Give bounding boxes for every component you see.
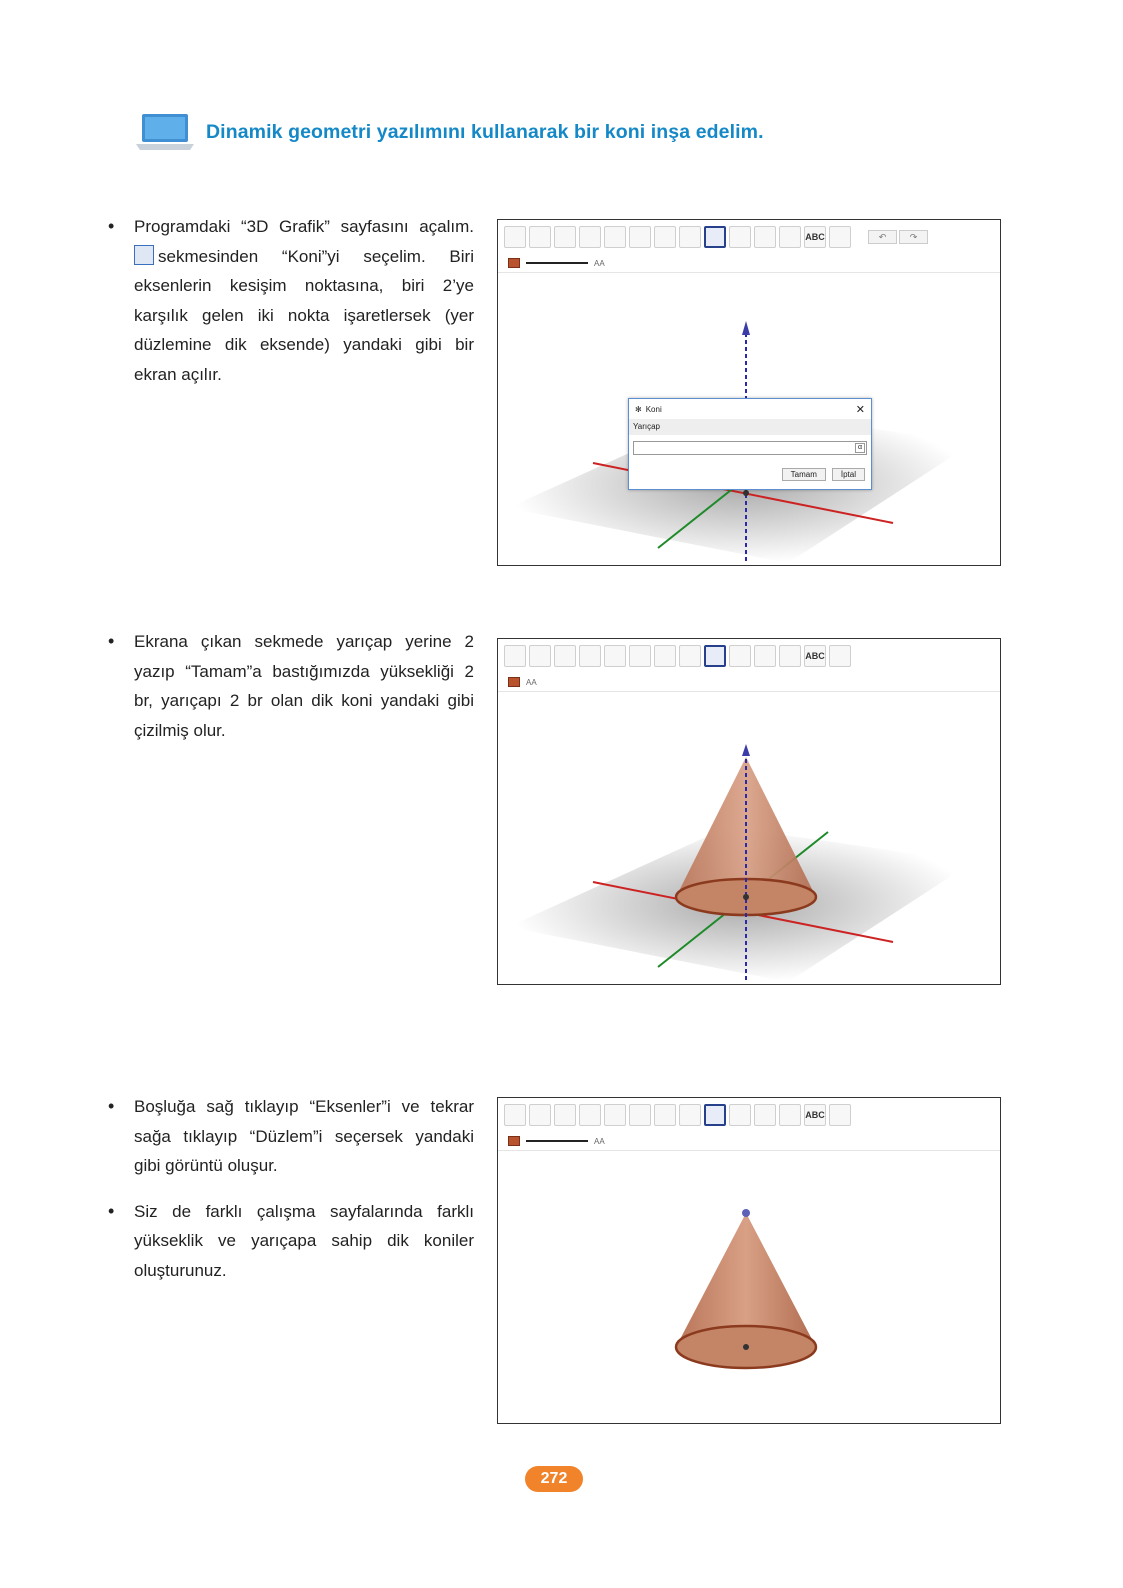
graphics-view[interactable] — [498, 1151, 1000, 1421]
instruction-4: • Siz de farklı çalışma sayfalarında farklı yükseklik ve yarıçapa sahip dik koniler oluşturunuz. — [108, 1197, 474, 1286]
perpendicular-tool-icon[interactable] — [579, 226, 601, 248]
sphere-tool-icon[interactable] — [729, 645, 751, 667]
polygon-tool-icon[interactable] — [604, 1104, 626, 1126]
ok-button[interactable]: Tamam — [782, 468, 826, 481]
angle-tool-icon[interactable] — [754, 226, 776, 248]
redo-button[interactable]: ↷ — [899, 230, 928, 244]
instruction-2: • Ekrana çıkan sekmede yarıçap yerine 2 yazıp “Tamam”a bastığımızda yüksekliği 2 br, yarıçapı 2 br olan dik koni yandaki gibi çizilmiş olur. — [108, 627, 474, 745]
screenshot-cone-clean — [497, 1097, 1001, 1424]
font-size-label[interactable]: AA — [594, 1136, 605, 1146]
polygon-tool-icon[interactable] — [604, 226, 626, 248]
intersect-tool-icon[interactable] — [654, 645, 676, 667]
circle-tool-icon[interactable] — [629, 645, 651, 667]
move-tool-icon[interactable] — [504, 226, 526, 248]
move-tool-icon[interactable] — [504, 645, 526, 667]
cone-tool-icon — [134, 245, 154, 265]
line-tool-icon[interactable] — [554, 1104, 576, 1126]
symbol-button[interactable]: α — [855, 443, 865, 453]
style-bar — [498, 1132, 1000, 1151]
plane-tool-icon[interactable] — [679, 1104, 701, 1126]
graphics-view[interactable] — [498, 692, 1000, 982]
close-icon[interactable]: ✕ — [855, 404, 865, 416]
instruction-block-1 — [108, 212, 474, 399]
instruction-block-2 — [108, 627, 474, 755]
reflect-tool-icon[interactable] — [779, 226, 801, 248]
style-bar — [498, 254, 1000, 273]
screenshot-dialog — [497, 219, 1001, 566]
angle-tool-icon[interactable] — [754, 1104, 776, 1126]
heading-text: Dinamik geometri yazılımını kullanarak bir koni inşa edelim. — [206, 120, 764, 143]
section-heading — [136, 112, 764, 152]
toolbar — [498, 639, 1000, 673]
radius-label: Yarıçap — [629, 419, 871, 435]
point-tool-icon[interactable] — [529, 226, 551, 248]
undo-button[interactable]: ↶ — [868, 230, 897, 244]
rotate-view-icon[interactable] — [829, 226, 851, 248]
dialog-title-bar — [629, 399, 871, 419]
z-axis-arrow — [742, 321, 750, 335]
circle-tool-icon[interactable] — [629, 1104, 651, 1126]
undo-redo — [868, 230, 928, 244]
cone — [676, 757, 816, 897]
style-bar — [498, 673, 1000, 692]
line-tool-icon[interactable] — [554, 226, 576, 248]
reflect-tool-icon[interactable] — [779, 645, 801, 667]
text-tool-button[interactable]: ABC — [804, 226, 826, 248]
dialog-title: Koni — [645, 404, 662, 414]
graphics-view[interactable] — [498, 273, 1000, 563]
instruction-block-3 — [108, 1092, 474, 1295]
point-tool-icon[interactable] — [529, 645, 551, 667]
move-tool-icon[interactable] — [504, 1104, 526, 1126]
text-tool-button[interactable]: ABC — [804, 645, 826, 667]
instruction-1: • Programdaki “3D Grafik” sayfasını açalım. sekmesinden “Koni”yi seçelim. Biri eksenlerin kesişim noktasına, biri 2’ye karşılık gelen iki nokta işaretlersek (yer düzlemine dik eksende) yandaki gibi bir ekran açılır. — [108, 212, 474, 389]
cone-tool-icon[interactable] — [704, 1104, 726, 1126]
rotate-view-icon[interactable] — [829, 1104, 851, 1126]
line-style[interactable] — [526, 1140, 588, 1142]
apex-point — [742, 1209, 750, 1217]
line-tool-icon[interactable] — [554, 645, 576, 667]
laptop-icon — [136, 112, 194, 152]
color-swatch[interactable] — [508, 258, 520, 268]
radius-input[interactable] — [633, 441, 867, 455]
toolbar — [498, 220, 1000, 254]
point-tool-icon[interactable] — [529, 1104, 551, 1126]
plane-tool-icon[interactable] — [679, 645, 701, 667]
toolbar — [498, 1098, 1000, 1132]
font-size-label[interactable]: AA — [526, 677, 537, 687]
base-center-point — [743, 1344, 749, 1350]
instruction-3: • Boşluğa sağ tıklayıp “Eksenler”i ve tekrar sağa tıklayıp “Düzlem”i seçersek yandaki gibi görüntü oluşur. — [108, 1092, 474, 1181]
font-size-label[interactable]: AA — [594, 258, 605, 268]
perpendicular-tool-icon[interactable] — [579, 1104, 601, 1126]
cancel-button[interactable]: İptal — [832, 468, 865, 481]
cone-tool-icon[interactable] — [704, 226, 726, 248]
cone-tool-icon[interactable] — [704, 645, 726, 667]
color-swatch[interactable] — [508, 677, 520, 687]
reflect-tool-icon[interactable] — [779, 1104, 801, 1126]
sphere-tool-icon[interactable] — [729, 1104, 751, 1126]
plane-tool-icon[interactable] — [679, 226, 701, 248]
perpendicular-tool-icon[interactable] — [579, 645, 601, 667]
z-axis-arrow — [742, 744, 750, 756]
sphere-tool-icon[interactable] — [729, 226, 751, 248]
color-swatch[interactable] — [508, 1136, 520, 1146]
text-tool-button[interactable]: ABC — [804, 1104, 826, 1126]
origin-point — [743, 894, 749, 900]
polygon-tool-icon[interactable] — [604, 645, 626, 667]
intersect-tool-icon[interactable] — [654, 226, 676, 248]
page-number: 272 — [525, 1466, 583, 1492]
intersect-tool-icon[interactable] — [654, 1104, 676, 1126]
screenshot-cone-axes — [497, 638, 1001, 985]
circle-tool-icon[interactable] — [629, 226, 651, 248]
line-style[interactable] — [526, 262, 588, 264]
angle-tool-icon[interactable] — [754, 645, 776, 667]
origin-point — [743, 490, 749, 496]
cone-dialog — [628, 398, 872, 490]
rotate-view-icon[interactable] — [829, 645, 851, 667]
gear-icon: ✻ — [635, 404, 642, 414]
